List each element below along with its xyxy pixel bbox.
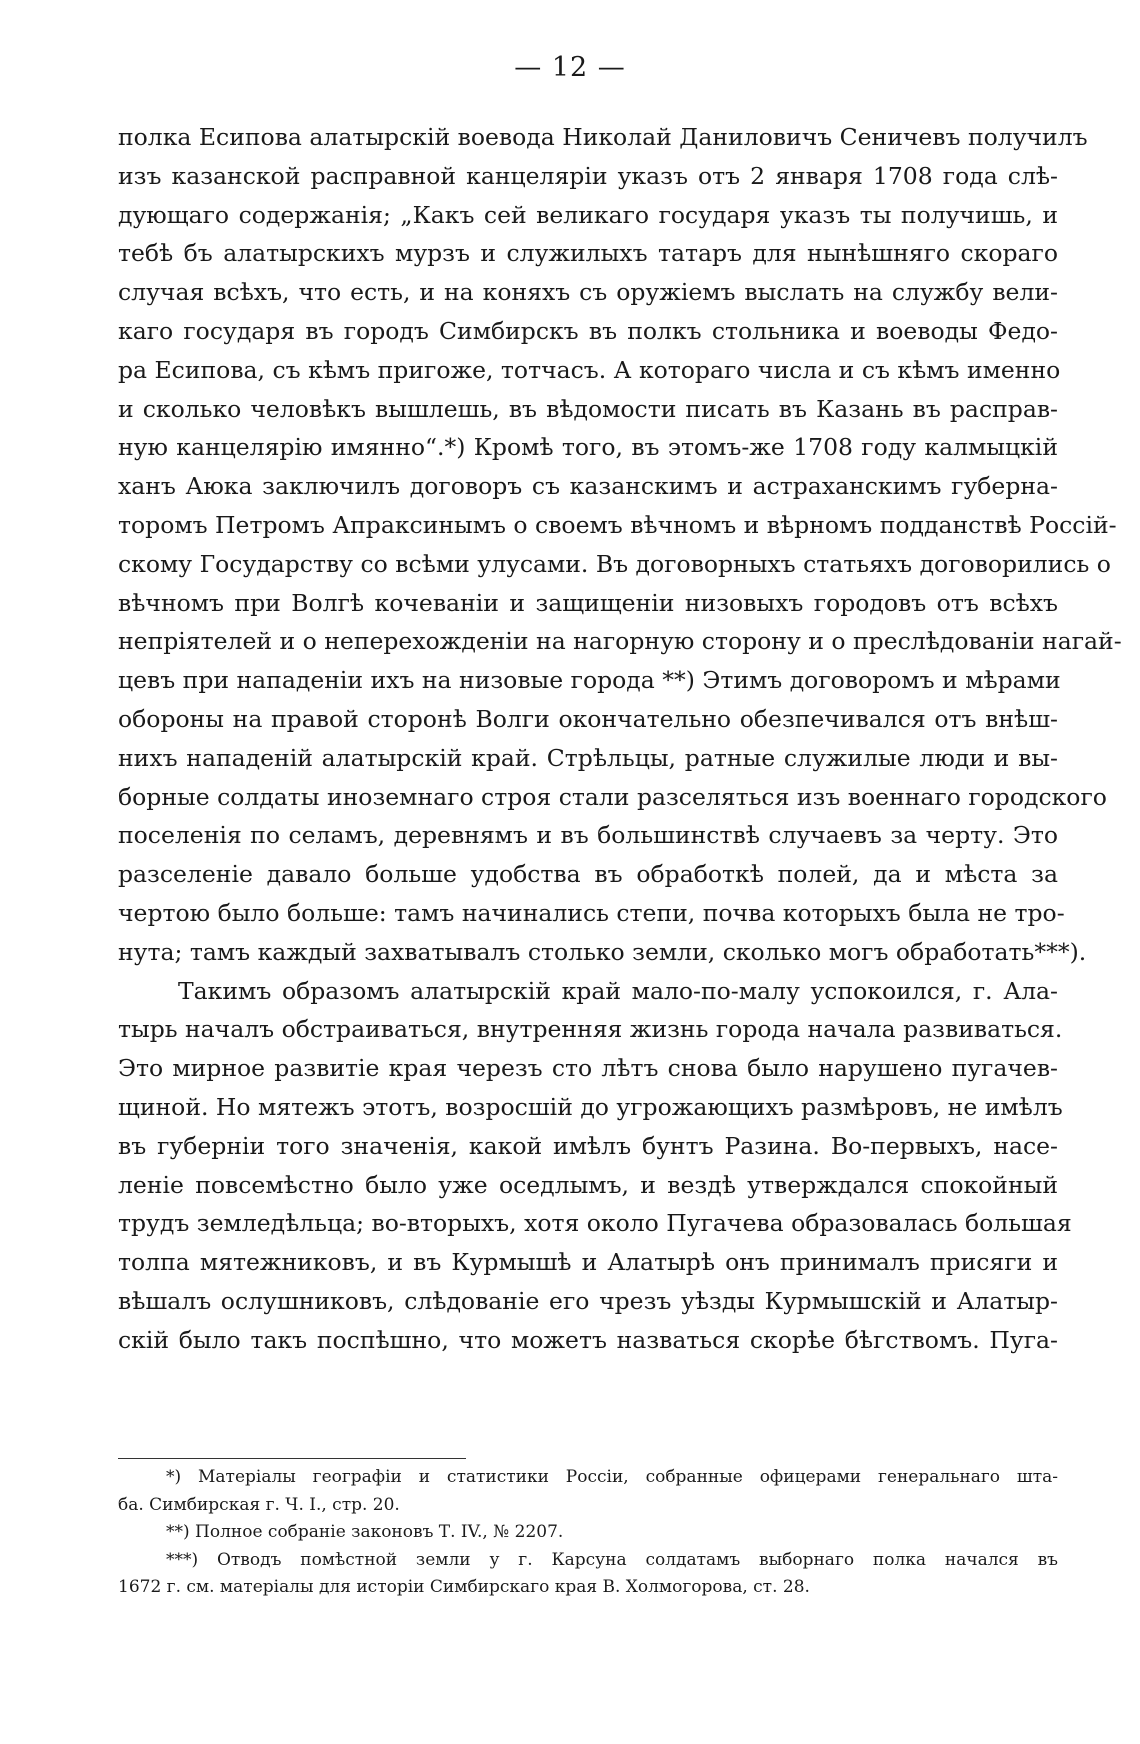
text-line: ханъ Аюка заключилъ договоръ съ казанскимъ и астраханскимъ губерна- <box>118 472 1058 501</box>
footnote-divider <box>118 1458 466 1459</box>
text-line: вѣчномъ при Волгѣ кочеваніи и защищеніи низовыхъ городовъ отъ всѣхъ <box>118 588 1058 617</box>
text-line: полка Есипова алатырскій воевода Николай Даниловичъ Сеничевъ получилъ <box>118 123 1088 151</box>
text-line: толпа мятежниковъ, и въ Курмышѣ и Алатырѣ онъ принималъ присяги и <box>118 1248 1058 1277</box>
text-line: Такимъ образомъ алатырскій край мало-по-малу успокоился, г. Ала- <box>178 976 1058 1005</box>
footnote-line: ***) Отводъ помѣстной земли у г. Карсуна солдатамъ выборнаго полка начался въ <box>166 1549 1058 1570</box>
text-line: нихъ нападеній алатырскій край. Стрѣльцы, ратные служилые люди и вы- <box>118 743 1058 772</box>
text-line: каго государя въ городъ Симбирскъ въ полкъ стольника и воеводы Федо- <box>118 316 1058 345</box>
text-line: скому Государству со всѣми улусами. Въ договорныхъ статьяхъ договорились о <box>118 549 1111 578</box>
text-line: разселеніе давало больше удобства въ обработкѣ полей, да и мѣста за <box>118 860 1058 889</box>
text-line: и сколько человѣкъ вышлешь, въ вѣдомости писать въ Казань въ расправ- <box>118 394 1058 423</box>
text-line: скій было такъ поспѣшно, что можетъ назваться скорѣе бѣгствомъ. Пуга- <box>118 1325 1058 1354</box>
text-line: вѣшалъ ослушниковъ, слѣдованіе его чрезъ уѣзды Курмышскій и Алатыр- <box>118 1286 1058 1315</box>
text-line: цевъ при нападеніи ихъ на низовые города **) Этимъ договоромъ и мѣрами <box>118 666 1061 695</box>
main-text <box>118 118 1122 1360</box>
text-line: торомъ Петромъ Апраксинымъ о своемъ вѣчномъ и вѣрномъ подданствѣ Россій- <box>118 510 1117 539</box>
text-line: щиной. Но мятежъ этотъ, возросшій до угрожающихъ размѣровъ, не имѣлъ <box>118 1092 1063 1121</box>
footnotes <box>118 1464 1058 1602</box>
text-line: обороны на правой сторонѣ Волги окончательно обезпечивался отъ внѣш- <box>118 704 1058 733</box>
text-line: въ губерніи того значенія, какой имѣлъ бунтъ Разина. Во-первыхъ, насе- <box>118 1131 1058 1160</box>
footnote-line: **) Полное собраніе законовъ Т. IV., № 2207. <box>166 1522 564 1542</box>
text-line: тебѣ бъ алатырскихъ мурзъ и служилыхъ татаръ для нынѣшняго скораго <box>118 239 1058 268</box>
footnote-line: 1672 г. см. матеріалы для исторіи Симбирскаго края В. Холмогорова, ст. 28. <box>118 1577 810 1597</box>
footnote-line: ба. Симбирская г. Ч. I., стр. 20. <box>118 1494 400 1515</box>
text-line: ную канцелярію имянно“.*) Кромѣ того, въ этомъ-же 1708 году калмыцкій <box>118 433 1058 462</box>
text-line: изъ казанской расправной канцеляріи указъ отъ 2 января 1708 года слѣ- <box>118 161 1058 190</box>
text-line: случая всѣхъ, что есть, и на коняхъ съ оружіемъ выслать на службу вели- <box>118 278 1058 307</box>
text-line: поселенія по селамъ, деревнямъ и въ большинствѣ случаевъ за черту. Это <box>118 821 1058 850</box>
text-line: тырь началъ обстраиваться, внутренняя жизнь города начала развиваться. <box>118 1015 1063 1044</box>
text-line: нута; тамъ каждый захватывалъ столько земли, сколько могъ обработать***). <box>118 937 1087 966</box>
text-line: Это мирное развитіе края черезъ сто лѣтъ снова было нарушено пугачев- <box>118 1054 1058 1083</box>
text-line: чертою было больше: тамъ начинались степи, почва которыхъ была не тро- <box>118 898 1065 927</box>
page-number: — 12 — <box>514 52 626 83</box>
text-line: дующаго содержанія; „Какъ сей великаго государя указъ ты получишь, и <box>118 200 1058 229</box>
text-line: леніе повсемѣстно было уже оседлымъ, и вездѣ утверждался спокойный <box>118 1170 1058 1199</box>
text-line: ра Есипова, съ кѣмъ пригоже, тотчасъ. А котораго числа и съ кѣмъ именно <box>118 355 1061 384</box>
text-line: борные солдаты иноземнаго строя стали разселяться изъ военнаго городского <box>118 782 1107 811</box>
text-line: непріятелей и о неперехожденіи на нагорную сторону и о преслѣдованіи нагай- <box>118 627 1122 656</box>
footnote-line: *) Матеріалы географіи и статистики Россіи, собранные офицерами генеральнаго шта- <box>166 1467 1058 1487</box>
text-line: трудъ земледѣльца; во-вторыхъ, хотя около Пугачева образовалась большая <box>118 1209 1072 1238</box>
